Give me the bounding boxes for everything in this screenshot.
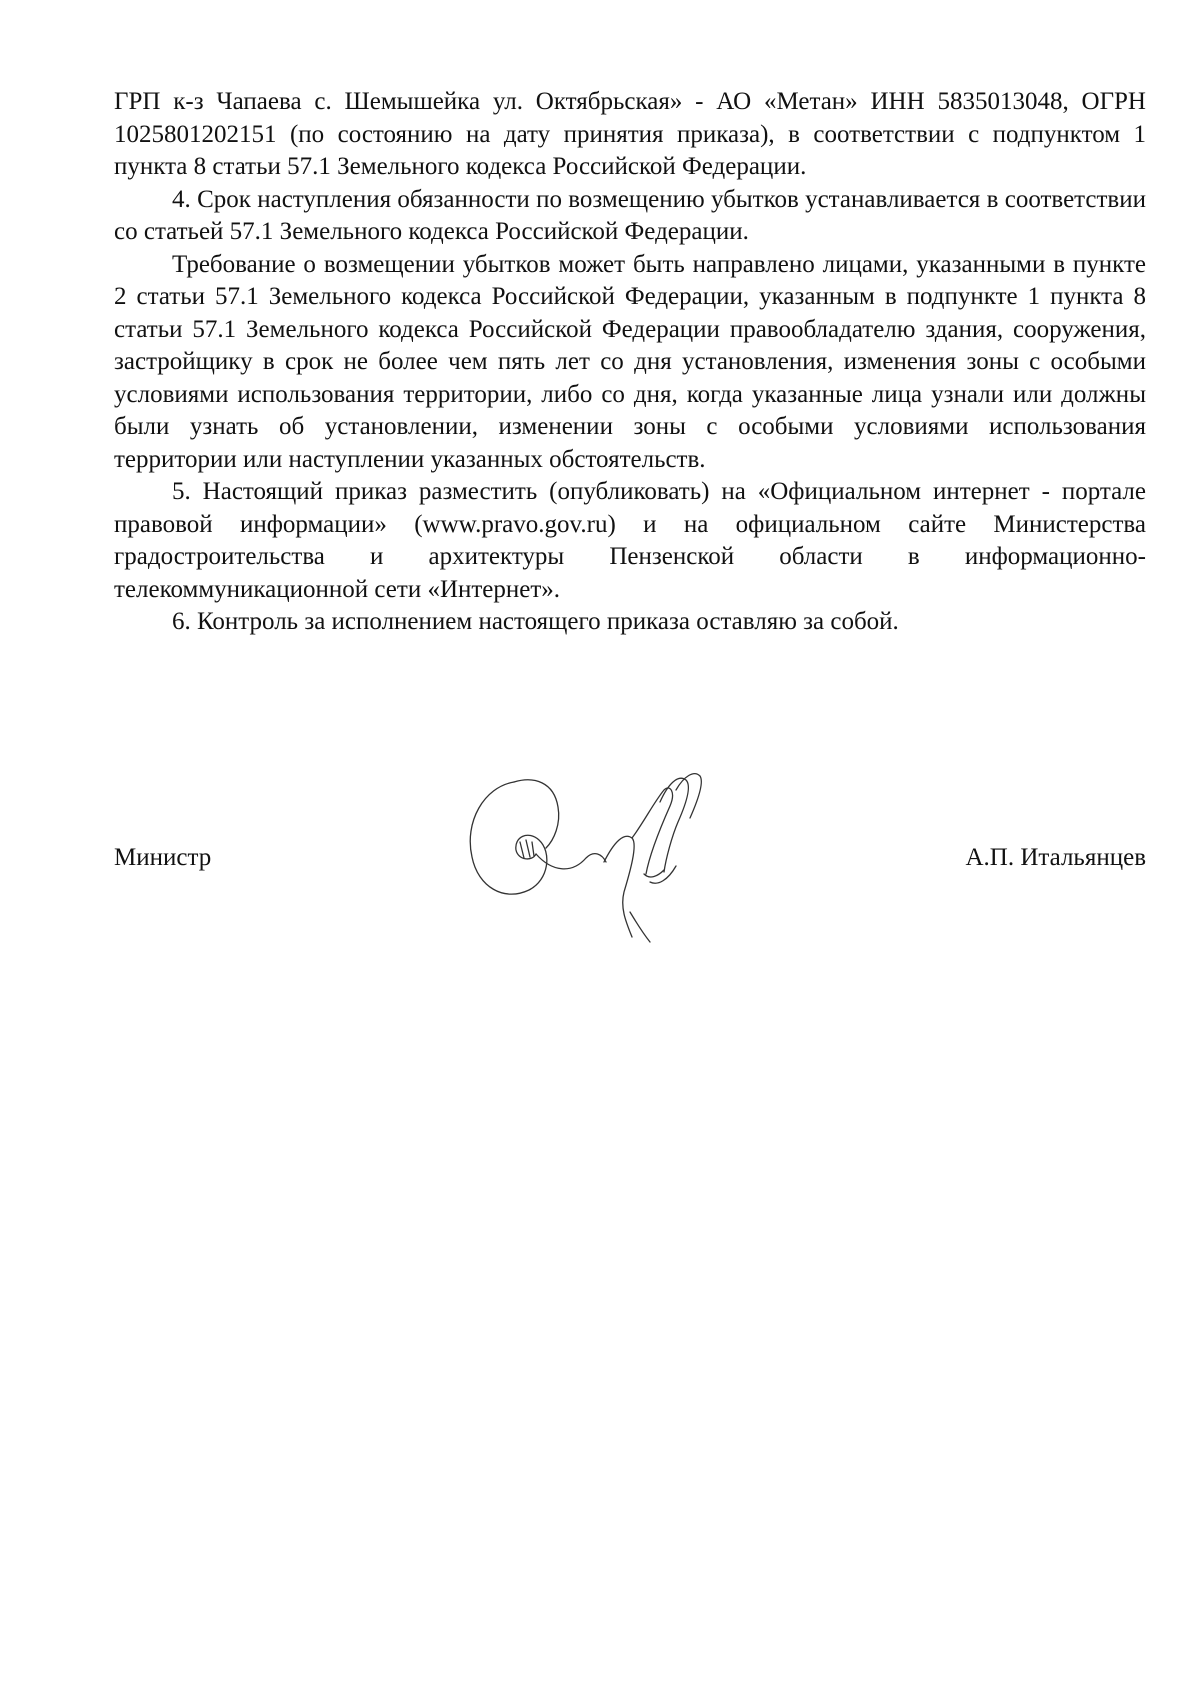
signer-name: А.П. Итальянцев [965, 844, 1146, 871]
paragraph-damages-claim: Требование о возмещении убытков может быть направлено лицами, указанными в пункте 2 статьи 57.1 Земельного кодекса Российской Федерации, указанным в подпункте 1 пункта 8 статьи 57.1 Земельного кодекса Российской Федерации правообладателю здания, сооружения, застройщику в срок не более чем пять лет со дня установления, изменения зоны с особыми условиями использования территории, либо со дня, когда указанные лица узнали или должны были узнать об установлении, изменении зоны с особыми условиями использования территории или наступлении указанных обстоятельств. [114, 250, 1146, 473]
paragraph-item-5: 5. Настоящий приказ разместить (опубликовать) на «Официальном интернет - портале правовой информации» (www.pravo.gov.ru) и на официальном сайте Министерства градостроительства и архитектуры Пензенской области в информационно-телекоммуникационной сети «Интернет». [114, 478, 1146, 603]
signature-block [114, 762, 1146, 972]
handwritten-signature [454, 762, 724, 962]
document-body [114, 86, 1146, 639]
paragraph-item-6: 6. Контроль за исполнением настоящего приказа оставляю за собой. [172, 608, 899, 635]
paragraph-item-4: 4. Срок наступления обязанности по возмещению убытков устанавливается в соответствии со статьей 57.1 Земельного кодекса Российской Федерации. [114, 185, 1146, 245]
paragraph-continuation: ГРП к-з Чапаева с. Шемышейка ул. Октябрьская» - АО «Метан» ИНН 5835013048, ОГРН 1025801202151 (по состоянию на дату принятия приказа), в соответствии с подпунктом 1 пункта 8 статьи 57.1 Земельного кодекса Российской Федерации. [114, 88, 1146, 180]
signer-title: Министр [114, 844, 212, 871]
